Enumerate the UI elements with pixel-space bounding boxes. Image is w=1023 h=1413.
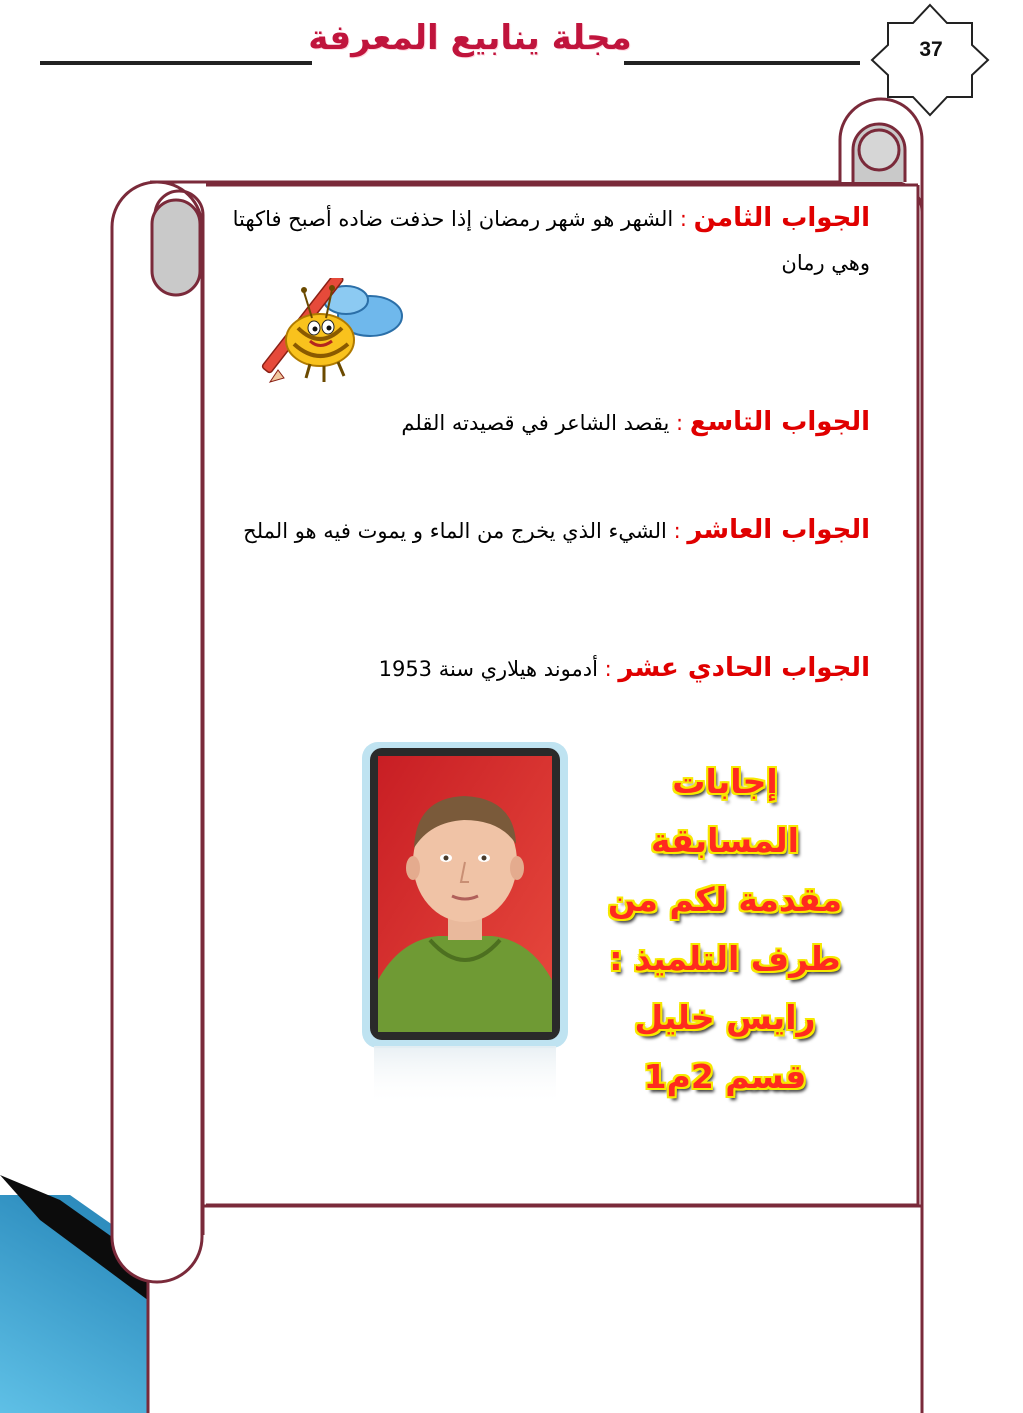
answer-separator: : [679, 207, 687, 231]
answer-text: يقصد الشاعر في قصيدته القلم [401, 411, 670, 435]
answer-label: الجواب الحادي عشر [618, 653, 870, 683]
answer-eleven [215, 646, 870, 691]
page-number: 37 [919, 38, 943, 61]
answer-separator: : [676, 411, 684, 435]
answer-separator: : [604, 657, 612, 681]
closing-line: رايس خليل [634, 998, 816, 1037]
answer-ten [215, 508, 870, 553]
answer-text: الشيء الذي يخرج من الماء و يموت فيه هو الملح [243, 519, 667, 543]
closing-credits [590, 752, 860, 1106]
answer-text: الشهر هو شهر رمضان إذا حذفت ضاده أصبح فاكهتا وهي رمان [232, 207, 870, 275]
answer-eight [215, 196, 870, 285]
closing-line: إجابات [672, 762, 778, 801]
answer-nine [215, 400, 870, 445]
answer-label: الجواب التاسع [689, 407, 870, 437]
closing-line: قسم 2م1 [643, 1057, 807, 1096]
closing-line: طرف التلميذ : [609, 939, 841, 978]
answer-label: الجواب الثامن [693, 203, 870, 233]
closing-line: المسابقة [651, 821, 799, 860]
closing-line: مقدمة لكم من [607, 880, 843, 919]
student-photo [360, 740, 570, 1110]
answer-text: أدموند هيلاري سنة 1953 [378, 657, 598, 681]
answer-separator: : [673, 519, 681, 543]
magazine-title: مجلة ينابيع المعرفة [308, 18, 632, 58]
answer-label: الجواب العاشر [687, 515, 870, 545]
bee-pencil-illustration [250, 278, 410, 390]
